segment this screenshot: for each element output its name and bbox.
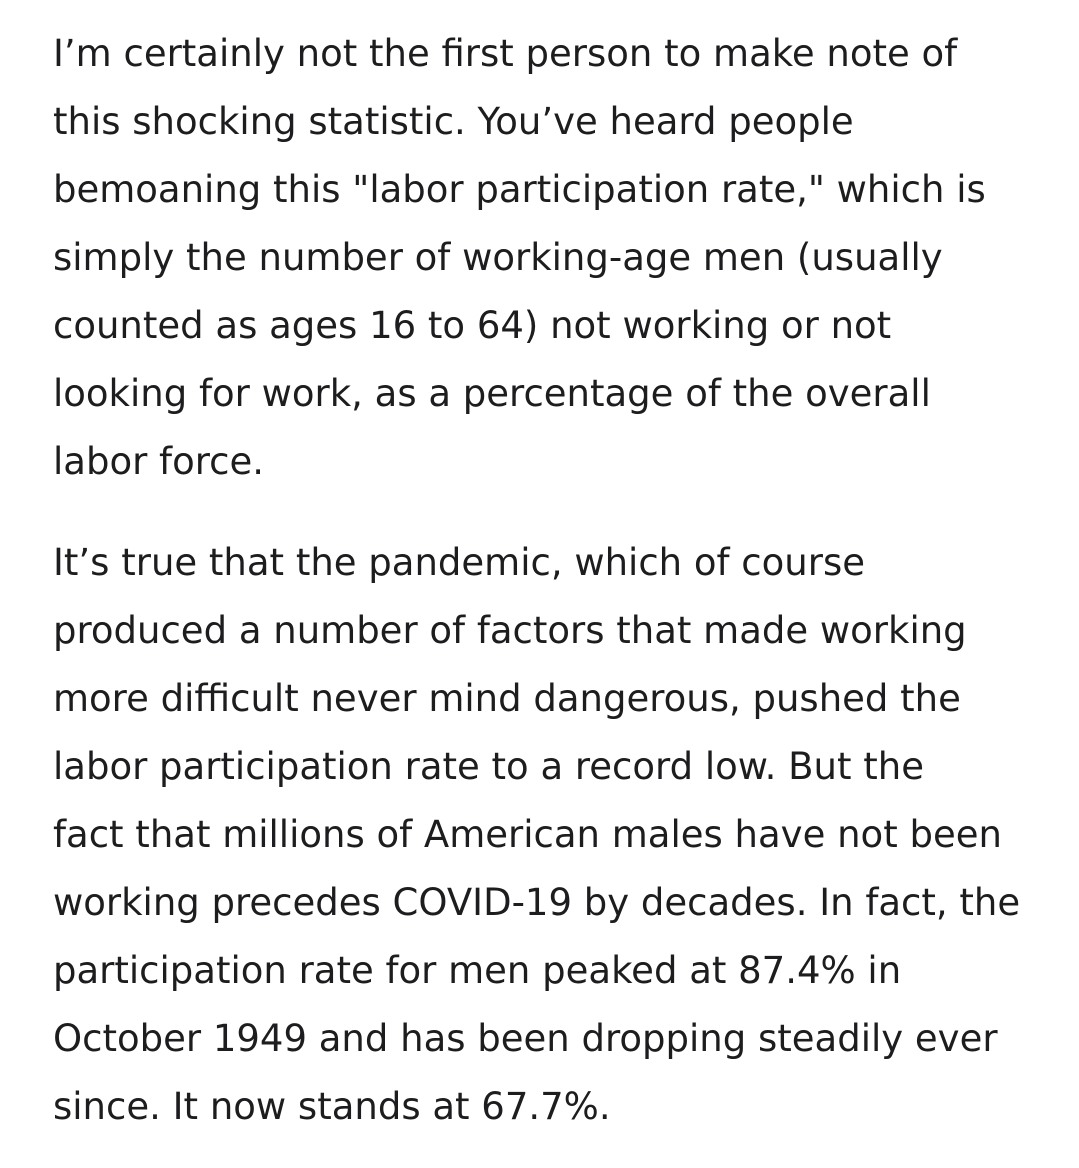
- text-line: working precedes COVID-19 by decades. In fact, the: [53, 881, 1021, 924]
- article-body: [53, 20, 1063, 1141]
- text-line: since. It now stands at 67.7%.: [53, 1085, 611, 1128]
- text-line: I’m certainly not the first person to make note of: [53, 32, 958, 75]
- text-line: labor force.: [53, 440, 264, 483]
- text-line: fact that millions of American males have not been: [53, 813, 1002, 856]
- text-line: participation rate for men peaked at 87.4% in: [53, 949, 902, 992]
- text-line: this shocking statistic. You’ve heard people: [53, 100, 854, 143]
- text-line: looking for work, as a percentage of the overall: [53, 372, 931, 415]
- text-line: labor participation rate to a record low. But the: [53, 745, 924, 788]
- text-line: bemoaning this "labor participation rate," which is: [53, 168, 986, 211]
- text-line: simply the number of working-age men (usually: [53, 236, 943, 279]
- text-line: It’s true that the pandemic, which of course: [53, 541, 865, 584]
- paragraph-2: [53, 529, 1063, 1141]
- text-line: produced a number of factors that made working: [53, 609, 967, 652]
- text-line: October 1949 and has been dropping steadily ever: [53, 1017, 998, 1060]
- text-line: more difficult never mind dangerous, pushed the: [53, 677, 961, 720]
- paragraph-1: [53, 20, 1063, 496]
- text-line: counted as ages 16 to 64) not working or not: [53, 304, 892, 347]
